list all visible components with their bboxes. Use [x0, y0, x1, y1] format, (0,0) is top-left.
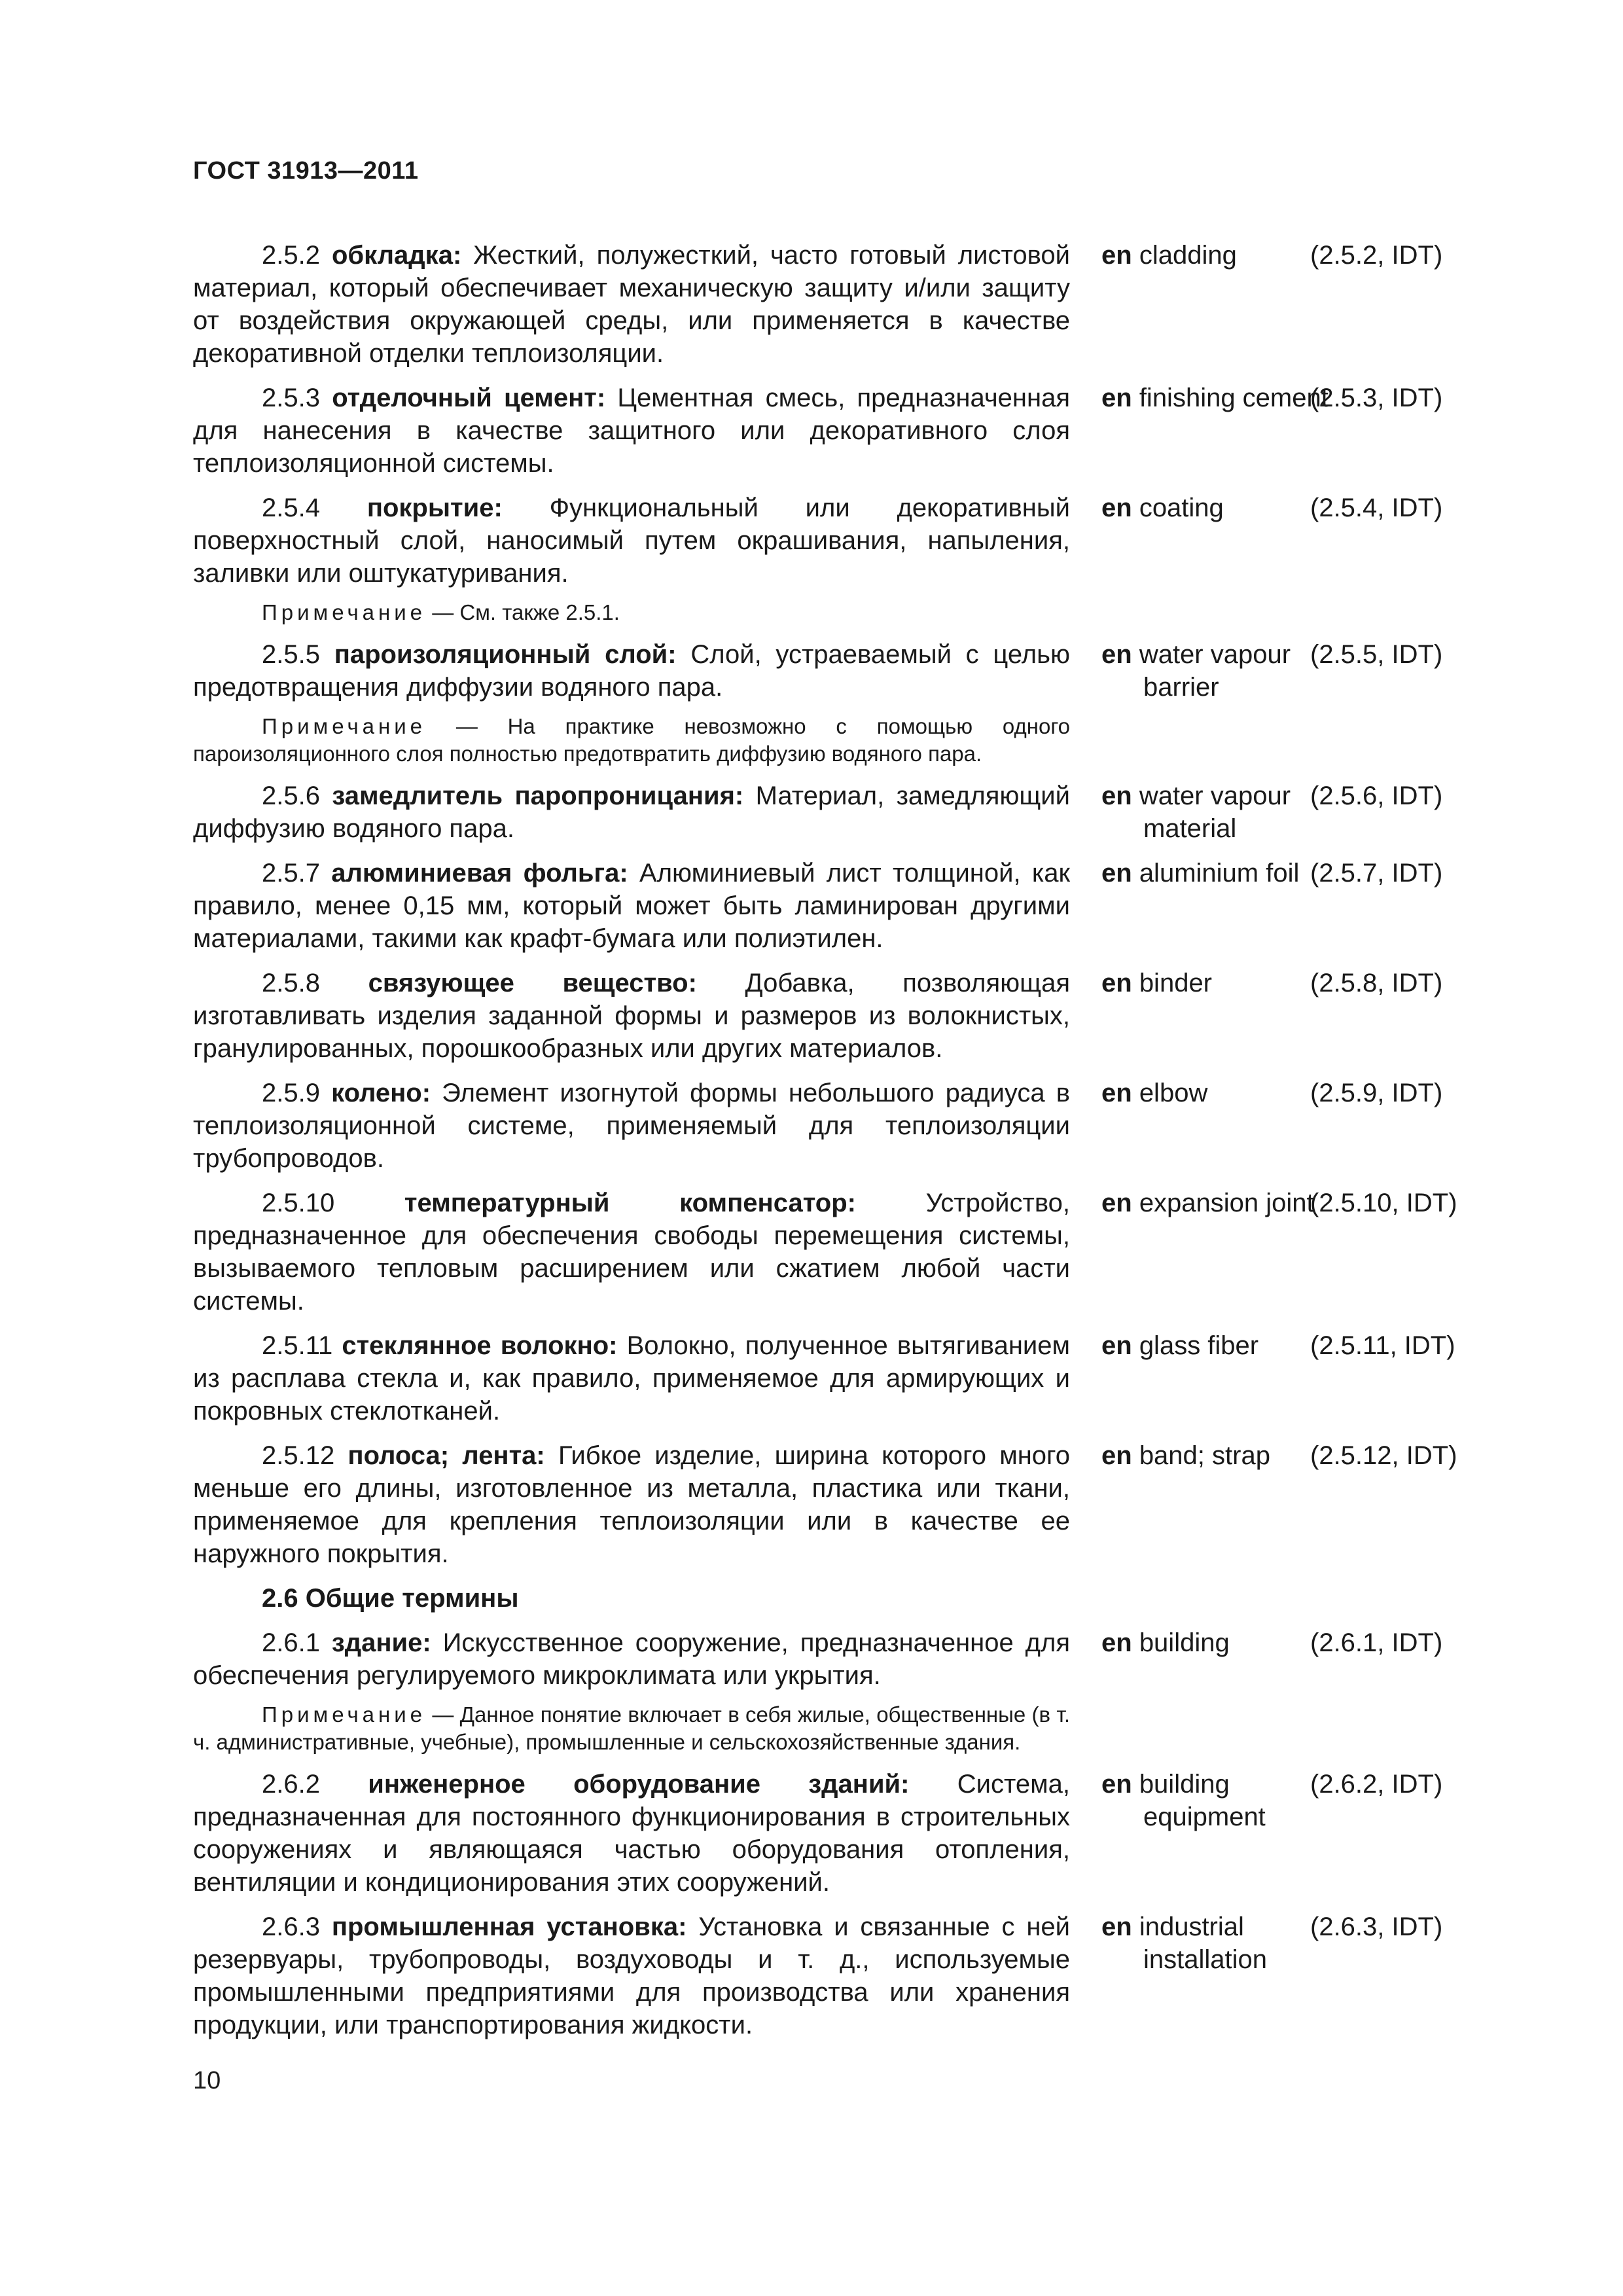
language-code: en — [1101, 1331, 1132, 1360]
terms-content — [193, 239, 1469, 2041]
source-reference: (2.6.1, IDT) — [1310, 1628, 1443, 1657]
term-title: обкладка: — [331, 241, 462, 270]
term-definition: Материал, замедляющий диффузию водяного пара. — [193, 781, 1070, 843]
english-term: binder — [1139, 969, 1213, 997]
english-equivalent — [1101, 857, 1346, 889]
term-body — [193, 967, 1070, 1065]
term-definition: Алюминиевый лист толщиной, как правило, менее 0,15 мм, который может быть ламинирован другими материалами, такими как крафт-бумага или полиэтилен. — [193, 859, 1070, 953]
term-number: 2.6.1 — [262, 1628, 320, 1657]
english-equivalent — [1101, 1439, 1346, 1472]
language-code: en — [1101, 1441, 1132, 1470]
term-body — [193, 857, 1070, 955]
english-equivalent — [1101, 638, 1346, 704]
term-number: 2.5.8 — [262, 969, 320, 997]
english-term: industrial installation — [1139, 1912, 1268, 1974]
term-note — [193, 713, 1070, 768]
term-entry — [193, 239, 1469, 370]
term-entry — [193, 638, 1469, 768]
english-term: coating — [1139, 493, 1224, 522]
term-definition: Установка и связанные с ней резервуары, трубопроводы, воздуховоды и т. д., используемые промышленными предприятиями для производства или хранения продукции, или транспортирования жидкости. — [193, 1912, 1070, 2039]
term-number: 2.5.4 — [262, 493, 320, 522]
term-number: 2.5.3 — [262, 384, 320, 412]
term-entry — [193, 857, 1469, 955]
language-code: en — [1101, 1770, 1132, 1799]
term-definition: Цементная смесь, предназначенная для нанесения в качестве защитного или декоративного слоя теплоизоляционной системы. — [193, 384, 1070, 478]
term-definition: Устройство, предназначенное для обеспечения свободы перемещения системы, вызываемого тепловым расширением или сжатием любой части системы. — [193, 1189, 1070, 1316]
term-number: 2.5.10 — [262, 1189, 335, 1217]
term-title: здание: — [331, 1628, 431, 1657]
term-body — [193, 492, 1070, 590]
english-term: building — [1139, 1628, 1230, 1657]
term-number: 2.5.2 — [262, 241, 320, 270]
term-entry — [193, 967, 1469, 1065]
english-term: band; strap — [1139, 1441, 1270, 1470]
source-reference: (2.6.3, IDT) — [1310, 1912, 1443, 1941]
english-equivalent — [1101, 780, 1346, 845]
source-reference: (2.5.4, IDT) — [1310, 493, 1443, 522]
language-code: en — [1101, 241, 1132, 270]
term-entry — [193, 1187, 1469, 1318]
term-body — [193, 1626, 1070, 1692]
term-number: 2.5.12 — [262, 1441, 335, 1470]
term-entry — [193, 1077, 1469, 1175]
english-equivalent — [1101, 239, 1346, 272]
term-body — [193, 1439, 1070, 1570]
term-note — [193, 599, 1070, 626]
term-body — [193, 1187, 1070, 1318]
term-body — [193, 1329, 1070, 1427]
term-number: 2.5.7 — [262, 859, 320, 888]
term-title: полоса; лента: — [348, 1441, 545, 1470]
term-definition: Элемент изогнутой формы небольшого радиуса в теплоизоляционной системе, применяемый для теплоизоляции трубопроводов. — [193, 1079, 1070, 1173]
language-code: en — [1101, 1628, 1132, 1657]
english-equivalent — [1101, 967, 1346, 999]
source-reference: (2.5.6, IDT) — [1310, 781, 1443, 810]
term-entry — [193, 1626, 1469, 1756]
term-entry — [193, 1329, 1469, 1427]
term-definition: Искусственное сооружение, предназначенное для обеспечения регулируемого микроклимата или укрытия. — [193, 1628, 1070, 1690]
english-equivalent — [1101, 1910, 1346, 1976]
term-note — [193, 1701, 1070, 1756]
note-text: — На практике невозможно с помощью одного пароизоляционного слоя полностью предотвратить диффузию водяного пара. — [193, 714, 1070, 766]
language-code: en — [1101, 493, 1132, 522]
document-header: ГОСТ 31913—2011 — [193, 157, 419, 185]
english-equivalent — [1101, 1768, 1346, 1833]
note-label: Примечание — [262, 600, 427, 624]
term-entry — [193, 1439, 1469, 1570]
english-equivalent — [1101, 382, 1346, 414]
note-label: Примечание — [262, 1702, 427, 1727]
english-term: aluminium foil — [1139, 859, 1300, 888]
page-number: 10 — [193, 2067, 221, 2094]
term-title: отделочный цемент: — [332, 384, 606, 412]
term-body — [193, 239, 1070, 370]
term-number: 2.5.5 — [262, 640, 320, 669]
source-reference: (2.5.5, IDT) — [1310, 640, 1443, 669]
term-body — [193, 1910, 1070, 2041]
term-definition: Добавка, позволяющая изготавливать изделия заданной формы и размеров из волокнистых, гранулированных, порошкообразных или других материалов. — [193, 969, 1070, 1063]
english-term: finishing cement — [1139, 384, 1329, 412]
note-text: — Данное понятие включает в себя жилые, общественные (в т. ч. административные, учебные), промышленные и сельскохозяйственные здания. — [193, 1702, 1070, 1754]
english-equivalent — [1101, 1187, 1346, 1219]
term-body — [193, 1768, 1070, 1899]
term-definition: Слой, устраеваемый с целью предотвращения диффузии водяного пара. — [193, 640, 1070, 702]
term-definition: Функциональный или декоративный поверхностный слой, наносимый путем окрашивания, напыления, заливки или оштукатуривания. — [193, 493, 1070, 588]
language-code: en — [1101, 1079, 1132, 1107]
term-entry — [193, 382, 1469, 480]
term-definition: Волокно, полученное вытягиванием из расплава стекла и, как правило, применяемое для армирующих и покровных стеклотканей. — [193, 1331, 1070, 1426]
term-definition: Жесткий, полужесткий, часто готовый листовой материал, который обеспечивает механическую защиту и/или защиту от воздействия окружающей среды, или применяется в качестве декоративной отделки теплоизоляции. — [193, 241, 1070, 368]
english-term: water vapour material — [1139, 781, 1291, 843]
language-code: en — [1101, 781, 1132, 810]
source-reference: (2.5.12, IDT) — [1310, 1441, 1457, 1470]
term-number: 2.6.2 — [262, 1770, 320, 1799]
term-entry — [193, 1910, 1469, 2041]
source-reference: (2.6.2, IDT) — [1310, 1770, 1443, 1799]
term-title: алюминиевая фольга: — [331, 859, 628, 888]
term-title: колено: — [331, 1079, 431, 1107]
term-entry — [193, 492, 1469, 626]
term-number: 2.5.11 — [262, 1331, 333, 1360]
term-body — [193, 382, 1070, 480]
term-entry — [193, 780, 1469, 845]
language-code: en — [1101, 1189, 1132, 1217]
source-reference: (2.5.3, IDT) — [1310, 384, 1443, 412]
source-reference: (2.5.9, IDT) — [1310, 1079, 1443, 1107]
english-term: glass fiber — [1139, 1331, 1259, 1360]
term-title: инженерное оборудование зданий: — [368, 1770, 910, 1799]
term-title: пароизоляционный слой: — [334, 640, 677, 669]
english-equivalent — [1101, 1329, 1346, 1362]
term-title: температурный компенсатор: — [404, 1189, 856, 1217]
term-title: стеклянное волокно: — [342, 1331, 618, 1360]
term-number: 2.5.6 — [262, 781, 320, 810]
language-code: en — [1101, 640, 1132, 669]
term-title: промышленная установка: — [331, 1912, 687, 1941]
term-title: связующее вещество: — [368, 969, 697, 997]
note-label: Примечание — [262, 714, 427, 738]
english-equivalent — [1101, 1077, 1346, 1109]
term-title: покрытие: — [366, 493, 503, 522]
term-entry — [193, 1768, 1469, 1899]
source-reference: (2.5.10, IDT) — [1310, 1189, 1457, 1217]
term-definition: Гибкое изделие, ширина которого много меньше его длины, изготовленное из металла, пластика или ткани, применяемое для крепления теплоизоляции или в качестве ее наружного покрытия. — [193, 1441, 1071, 1568]
source-reference: (2.5.2, IDT) — [1310, 241, 1443, 270]
english-term: expansion joint — [1139, 1189, 1314, 1217]
language-code: en — [1101, 1912, 1132, 1941]
language-code: en — [1101, 969, 1132, 997]
language-code: en — [1101, 859, 1132, 888]
term-body — [193, 780, 1070, 845]
note-text: — См. также 2.5.1. — [432, 600, 620, 624]
english-term: elbow — [1139, 1079, 1208, 1107]
section-heading: 2.6 Общие термины — [262, 1584, 519, 1613]
term-body — [193, 1077, 1070, 1175]
english-term: cladding — [1139, 241, 1237, 270]
language-code: en — [1101, 384, 1132, 412]
source-reference: (2.5.8, IDT) — [1310, 969, 1443, 997]
english-term: building equipment — [1139, 1770, 1266, 1831]
term-number: 2.5.9 — [262, 1079, 320, 1107]
term-definition: Система, предназначенная для постоянного функционирования в строительных сооружениях и являющаяся частью оборудования отопления, вентиляции и кондиционирования этих сооружений. — [193, 1770, 1070, 1897]
term-number: 2.6.3 — [262, 1912, 320, 1941]
english-equivalent — [1101, 492, 1346, 524]
term-body — [193, 638, 1070, 704]
source-reference: (2.5.7, IDT) — [1310, 859, 1443, 888]
term-title: замедлитель паропроницания: — [332, 781, 744, 810]
english-equivalent — [1101, 1626, 1346, 1659]
english-term: water vapour barrier — [1139, 640, 1291, 702]
source-reference: (2.5.11, IDT) — [1310, 1331, 1455, 1360]
